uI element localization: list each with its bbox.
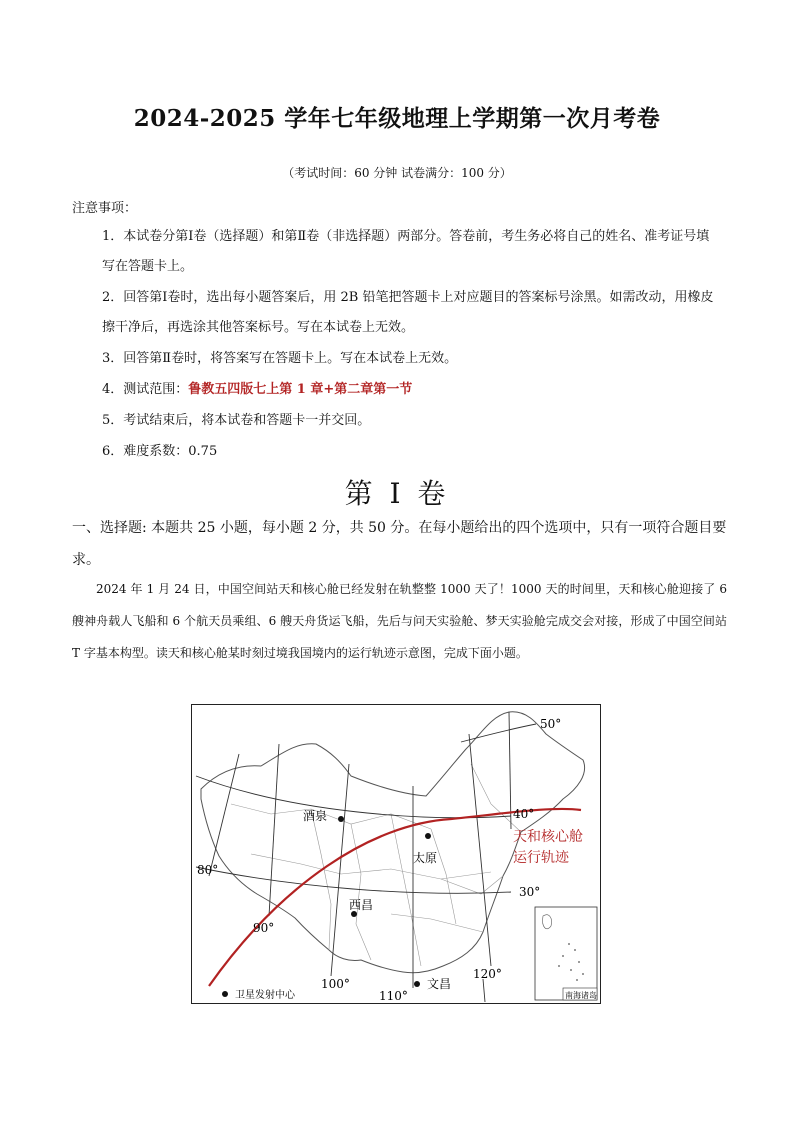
legend-dot: [222, 991, 228, 997]
south-sea-inset: [535, 907, 597, 1000]
notice-heading: 注意事项：: [72, 201, 138, 216]
reading-passage: 2024 年 1 月 24 日，中国空间站天和核心舱已经发射在轨整整 1000 天了！1000 天的时间里，天和核心舱迎接了 6 艘神舟载人飞船和 6 个航天员乘组、6 艘天舟货运飞船，先后与问天实验舱、梦天实验舱完成交会对接，形成了中国空间站 T 字基本构型。读天和核心舱某时刻过境我国境内的运行轨迹示意图，完成下面小题。: [72, 582, 727, 660]
notice-item-4: [72, 375, 722, 405]
exam-title: 2024-2025 学年七年级地理上学期第一次月考卷: [133, 105, 661, 132]
lon-label-120: 120°: [473, 967, 502, 981]
track-label-line2: 运行轨迹: [513, 850, 569, 866]
lon-label-100: 100°: [321, 977, 350, 991]
lat-label-50: 50°: [540, 717, 562, 731]
city-xichang: 西昌: [349, 898, 374, 912]
scope-label: 4．测试范围：: [102, 382, 189, 397]
legend-label: 卫星发射中心: [235, 990, 295, 1001]
notice-item-5: 5．考试结束后，将本试卷和答题卡一并交回。: [102, 413, 371, 428]
lat-label-40: 40°: [513, 807, 535, 821]
exam-subtitle: （考试时间：60 分钟 试卷满分：100 分）: [282, 166, 512, 180]
notice-item-1: 1．本试卷分第Ⅰ卷（选择题）和第Ⅱ卷（非选择题）两部分。答卷前，考生务必将自己的姓名、准考证号填写在答题卡上。: [102, 229, 710, 274]
lon-label-110: 110°: [379, 989, 408, 1003]
volume-title: 第 I 卷: [344, 477, 450, 510]
section-heading: 一、选择题: 本题共 25 小题，每小题 2 分，共 50 分。在每小题给出的四个选项中，只有一项符合题目要求。: [72, 520, 727, 568]
city-wenchang: 文昌: [427, 977, 452, 991]
scope-value: 鲁教五四版七上第 1 章+第二章第一节: [188, 382, 413, 397]
track-label-line1: 天和核心舱: [513, 829, 583, 845]
notice-item-3: 3．回答第Ⅱ卷时，将答案写在答题卡上。写在本试卷上无效。: [102, 351, 458, 366]
orbit-map: [191, 704, 601, 1004]
inset-label: 南海诸岛: [565, 991, 597, 1000]
lon-label-90: 90°: [253, 921, 275, 935]
notice-item-2: 2．回答第Ⅰ卷时，选出每小题答案后，用 2B 铅笔把答题卡上对应题目的答案标号涂黑。如需改动，用橡皮擦干净后，再选涂其他答案标号。写在本试卷上无效。: [102, 290, 714, 335]
lat-label-30: 30°: [519, 885, 541, 899]
city-taiyuan: 太原: [413, 851, 438, 865]
city-jiuquan: 酒泉: [303, 809, 328, 823]
notice-item-6: 6．难度系数：0.75: [102, 444, 218, 459]
wenchang-dot: [414, 981, 420, 987]
jiuquan-dot: [338, 816, 344, 822]
lon-label-80: 80°: [197, 863, 219, 877]
taiyuan-dot: [425, 833, 431, 839]
